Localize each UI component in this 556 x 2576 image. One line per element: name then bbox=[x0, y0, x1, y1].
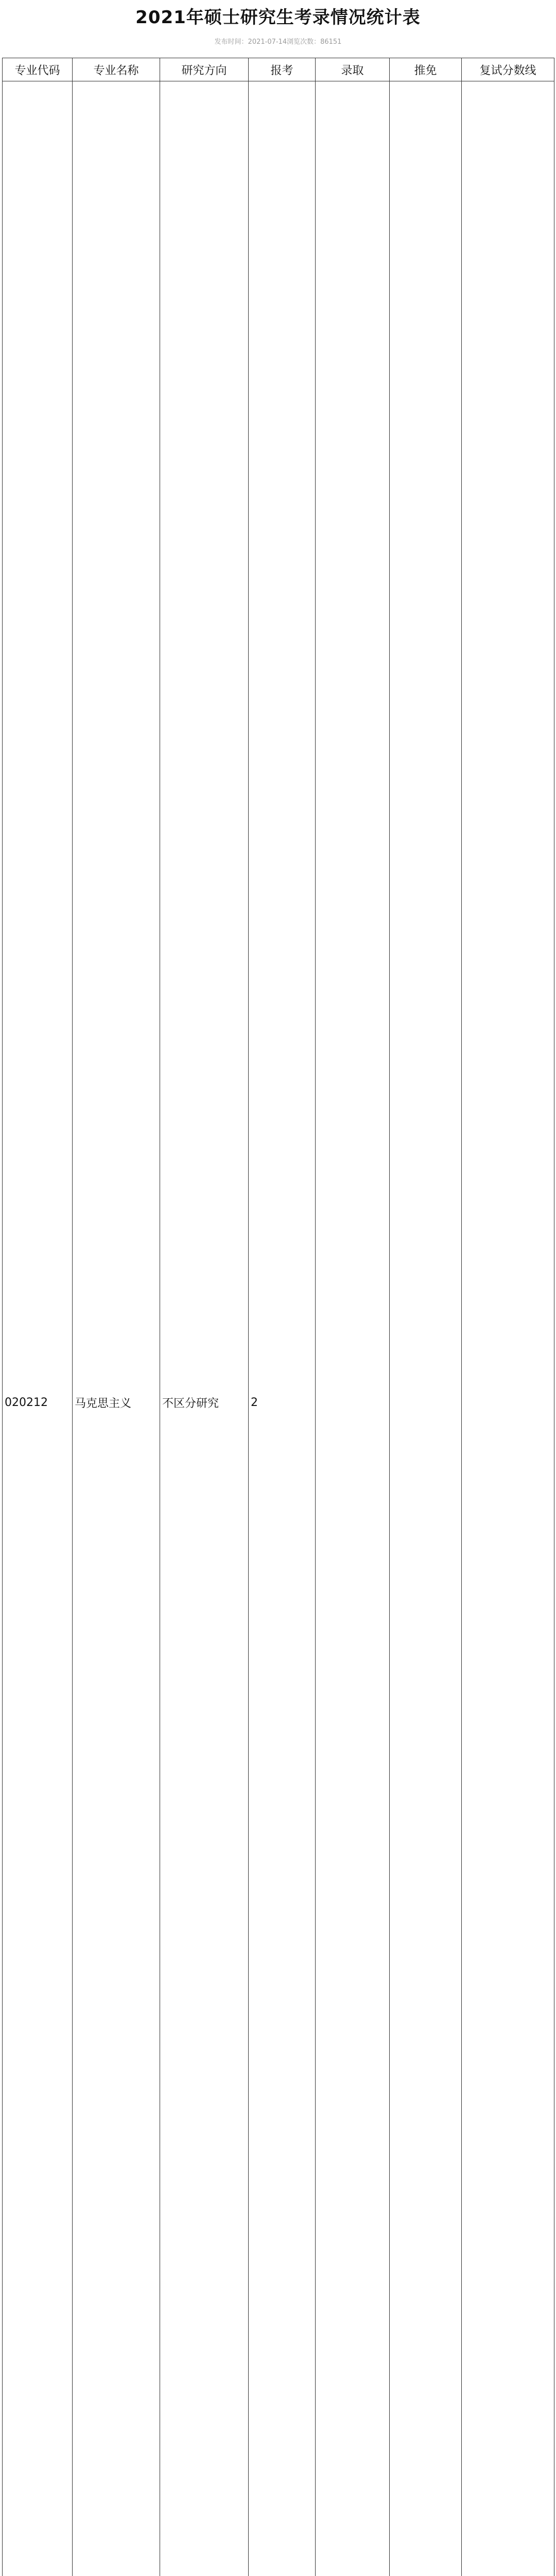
enrollment-table bbox=[2, 58, 554, 2576]
cell-retest-cutoff bbox=[462, 81, 554, 2576]
header-recommended: 推免 bbox=[390, 58, 462, 81]
cell-applicants: 2 bbox=[249, 81, 316, 2576]
header-major-name: 专业名称 bbox=[73, 58, 160, 81]
table-header-row bbox=[3, 58, 554, 81]
enrollment-table-wrapper bbox=[2, 58, 554, 2576]
cell-admitted bbox=[316, 81, 390, 2576]
page-title: 2021年硕士研究生考录情况统计表 bbox=[135, 7, 421, 28]
cell-recommended bbox=[390, 81, 462, 2576]
cell-major-name: 马克思主义 bbox=[73, 81, 160, 2576]
header-major-code: 专业代码 bbox=[3, 58, 73, 81]
header-research-direction: 研究方向 bbox=[160, 58, 249, 81]
table-body bbox=[3, 81, 554, 2576]
publish-info: 发布时间：2021-07-14浏览次数：86151 bbox=[214, 38, 342, 46]
header-admitted: 录取 bbox=[316, 58, 390, 81]
cell-research-direction: 不区分研究 bbox=[160, 81, 249, 2576]
header-retest-cutoff: 复试分数线 bbox=[462, 58, 554, 81]
header-applicants: 报考 bbox=[249, 58, 316, 81]
table-row bbox=[3, 81, 554, 2576]
cell-major-code: 020212 bbox=[3, 81, 73, 2576]
